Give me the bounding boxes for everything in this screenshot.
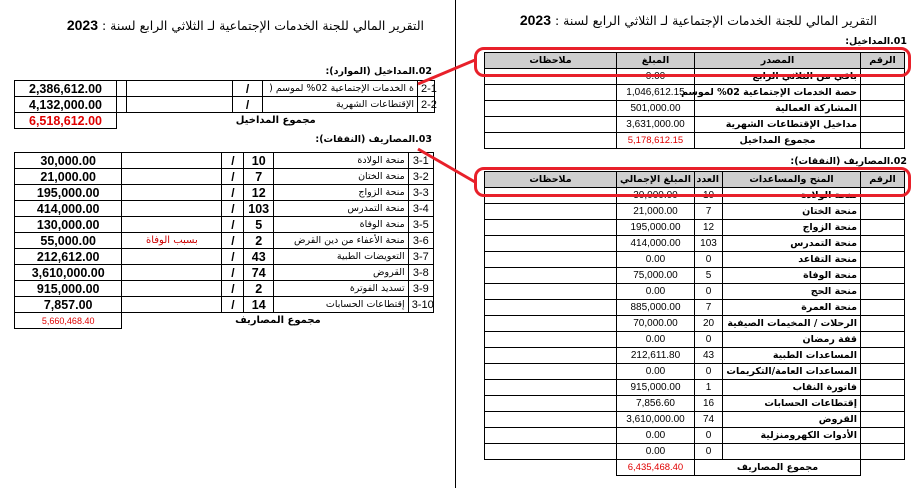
code-cell: 3-2 <box>408 169 433 185</box>
count-cell: 0 <box>695 444 723 460</box>
amount-cell: 130,000.00 <box>15 217 122 233</box>
code-cell: 3-5 <box>408 217 433 233</box>
amount-cell: 70,000.00 <box>617 316 695 332</box>
income-total-label: مجموع المداخيل <box>235 115 316 127</box>
amount-cell: 414,000.00 <box>617 236 695 252</box>
description-cell: تسديد الفوترة <box>273 281 408 297</box>
source-cell: حصة الخدمات الإجتماعية 02% لموسم <box>695 85 861 101</box>
income-total-label: مجموع المداخيل <box>695 133 861 149</box>
count-header: العدد <box>695 172 723 188</box>
amount-cell: 195,000.00 <box>15 185 122 201</box>
amount-header: المبلغ الإجمالي <box>617 172 695 188</box>
type-cell: فاتورة النقاب <box>723 380 861 396</box>
slash-cell: / <box>222 233 244 249</box>
amount-cell: 212,611.80 <box>617 348 695 364</box>
description-cell: منحة الأعفاء من دين القرض <box>273 233 408 249</box>
amount-cell: 21,000.00 <box>15 169 122 185</box>
report-year: 2023 <box>519 12 551 28</box>
count-cell: 0 <box>695 284 723 300</box>
slash-cell: / <box>222 169 244 185</box>
count-cell: 0 <box>695 332 723 348</box>
type-header: المنح والمساعدات <box>723 172 861 188</box>
description-cell: منحة الولادة <box>273 153 408 169</box>
slash-cell: / <box>222 281 244 297</box>
count-cell: 2 <box>244 281 273 297</box>
report-title: التقرير المالي للجنة الخدمات الإجتماعية لـ الثلاثي الرابع لسنة : 2023 <box>519 12 877 28</box>
code-cell: 3-4 <box>408 201 433 217</box>
amount-cell: 501,000.00 <box>617 101 695 117</box>
slash-cell: / <box>222 185 244 201</box>
count-cell: 10 <box>695 188 723 204</box>
description-cell: منحة الزواج <box>273 185 408 201</box>
notes-header: ملاحظات <box>485 53 617 69</box>
income-section-label: 02.المداخيل (الموارد): <box>325 66 432 77</box>
notes-header: ملاحظات <box>485 172 617 188</box>
income-section-label: 01.المداخيل: <box>845 36 907 47</box>
type-cell: منحة الولادة <box>723 188 861 204</box>
slash-cell: / <box>233 81 263 97</box>
slash-cell: / <box>222 217 244 233</box>
count-cell: 5 <box>244 217 273 233</box>
description-cell: التعويضات الطبية <box>273 249 408 265</box>
description-cell: القروض <box>273 265 408 281</box>
amount-cell: 30,000.00 <box>617 188 695 204</box>
count-cell: 0 <box>695 252 723 268</box>
code-cell: 3-8 <box>408 265 433 281</box>
code-cell: 2-1 <box>418 81 435 97</box>
expense-section-label: 03.المصاريف (النفقات): <box>315 134 432 145</box>
count-cell: 14 <box>244 297 273 313</box>
code-cell: 3-6 <box>408 233 433 249</box>
amount-cell: 7,857.00 <box>15 297 122 313</box>
count-cell: 7 <box>695 300 723 316</box>
description-cell: منحة التمدرس <box>273 201 408 217</box>
amount-cell: 195,000.00 <box>617 220 695 236</box>
slash-cell: / <box>222 201 244 217</box>
amount-cell: 0.00 <box>617 444 695 460</box>
type-cell: منحة الحج <box>723 284 861 300</box>
code-cell: 3-1 <box>408 153 433 169</box>
count-cell: 103 <box>244 201 273 217</box>
description-cell: منحة الوفاة <box>273 217 408 233</box>
slash-cell: / <box>222 297 244 313</box>
expense-total-amount: 5,660,468.40 <box>15 313 122 329</box>
count-cell: 7 <box>244 169 273 185</box>
type-cell: المساعدات العامة/التكريمات <box>723 364 861 380</box>
type-cell: منحة الزواج <box>723 220 861 236</box>
count-cell: 0 <box>695 428 723 444</box>
expense-total-amount: 6,435,468.40 <box>617 460 695 476</box>
amount-cell: 3,610,000.00 <box>15 265 122 281</box>
count-cell: 74 <box>244 265 273 281</box>
amount-cell: 1,046,612.15 <box>617 85 695 101</box>
expense-section-label: 02.المصاريف (النفقات): <box>790 156 907 167</box>
slash-cell: / <box>233 97 263 113</box>
count-cell: 43 <box>695 348 723 364</box>
amount-cell: 414,000.00 <box>15 201 122 217</box>
report-year: 2023 <box>66 17 98 33</box>
source-cell: مداخيل الإقتطاعات الشهرية <box>695 117 861 133</box>
amount-cell: 885,000.00 <box>617 300 695 316</box>
count-cell: 20 <box>695 316 723 332</box>
source-cell: المشاركة العمالية <box>695 101 861 117</box>
type-cell: منحة الختان <box>723 204 861 220</box>
arrow-income <box>418 60 475 84</box>
count-cell: 12 <box>695 220 723 236</box>
amount-cell: 30,000.00 <box>15 153 122 169</box>
amount-cell: 212,612.00 <box>15 249 122 265</box>
slash-cell: / <box>222 265 244 281</box>
amount-cell: 915,000.00 <box>617 380 695 396</box>
code-cell: 3-10 <box>408 297 433 313</box>
count-cell: 10 <box>244 153 273 169</box>
amount-cell: 2,386,612.00 <box>15 81 117 97</box>
type-cell: منحة العمرة <box>723 300 861 316</box>
count-cell: 1 <box>695 380 723 396</box>
amount-cell: 75,000.00 <box>617 268 695 284</box>
slash-cell: / <box>222 153 244 169</box>
count-cell: 0 <box>695 364 723 380</box>
amount-cell: 4,132,000.00 <box>15 97 117 113</box>
amount-header: المبلغ <box>617 53 695 69</box>
type-cell: منحة الوفاة <box>723 268 861 284</box>
arrow-expense <box>418 149 475 182</box>
count-cell: 74 <box>695 412 723 428</box>
amount-cell: 3,631,000.00 <box>617 117 695 133</box>
code-cell: 3-9 <box>408 281 433 297</box>
amount-cell: 21,000.00 <box>617 204 695 220</box>
source-cell: باقي من الثلاثي الرابع <box>695 69 861 85</box>
amount-cell: 7,856.60 <box>617 396 695 412</box>
type-cell: الأدوات الكهرومنزلية <box>723 428 861 444</box>
amount-cell: 0.00 <box>617 69 695 85</box>
count-cell: 43 <box>244 249 273 265</box>
count-cell: 7 <box>695 204 723 220</box>
amount-cell: 0.00 <box>617 332 695 348</box>
note-cell: بسبب الوفاة <box>122 233 222 249</box>
type-cell: الرحلات / المخيمات الصيفية <box>723 316 861 332</box>
count-cell: 5 <box>695 268 723 284</box>
description-cell: الإقتطاعات الشهرية <box>263 97 418 113</box>
description-cell: منحة الختان <box>273 169 408 185</box>
description-cell: إقتطاعات الحسابات <box>273 297 408 313</box>
expense-total-label: مجموع المصاريف <box>235 315 321 327</box>
expense-total-label: مجموع المصاريف <box>695 460 861 476</box>
type-cell: إقتطاعات الحسابات <box>723 396 861 412</box>
count-cell: 2 <box>244 233 273 249</box>
amount-cell: 0.00 <box>617 284 695 300</box>
type-cell: المساعدات الطبية <box>723 348 861 364</box>
count-cell: 12 <box>244 185 273 201</box>
number-header: الرقم <box>861 172 905 188</box>
amount-cell: 915,000.00 <box>15 281 122 297</box>
amount-cell: 0.00 <box>617 252 695 268</box>
amount-cell: 55,000.00 <box>15 233 122 249</box>
type-cell: منحة التمدرس <box>723 236 861 252</box>
source-header: المصدر <box>695 53 861 69</box>
report-title: التقرير المالي للجنة الخدمات الإجتماعية لـ الثلاثي الرابع لسنة : 2023 <box>66 17 424 33</box>
number-header: الرقم <box>861 53 905 69</box>
type-cell: القروض <box>723 412 861 428</box>
count-cell: 16 <box>695 396 723 412</box>
slash-cell: / <box>222 249 244 265</box>
code-cell: 3-3 <box>408 185 433 201</box>
code-cell: 3-7 <box>408 249 433 265</box>
income-total-amount: 5,178,612.15 <box>617 133 695 149</box>
type-cell: قفة رمضان <box>723 332 861 348</box>
income-total-amount: 6,518,612.00 <box>15 113 117 129</box>
amount-cell: 3,610,000.00 <box>617 412 695 428</box>
description-cell: ة الخدمات الإجتماعية 02% لموسم ( <box>263 81 418 97</box>
count-cell: 103 <box>695 236 723 252</box>
code-cell: 2-2 <box>418 97 435 113</box>
type-cell: منحة التقاعد <box>723 252 861 268</box>
amount-cell: 0.00 <box>617 428 695 444</box>
amount-cell: 0.00 <box>617 364 695 380</box>
